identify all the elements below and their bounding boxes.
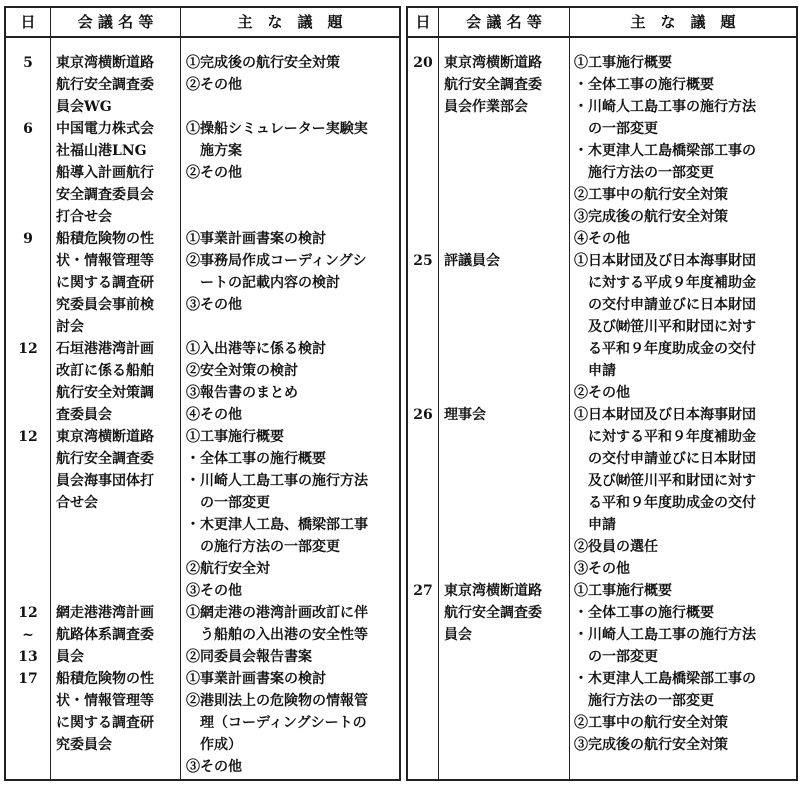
topic-line: ①日本財団及び日本海事財団 (574, 253, 756, 269)
column-divider (569, 8, 570, 779)
meeting-name-line: 東京湾横断道路 (444, 583, 542, 599)
column-divider (180, 8, 181, 779)
topic-line: ②安全対策の検討 (186, 363, 298, 379)
meeting-name-line: 航行安全調査委 (444, 77, 542, 93)
topic-line: の交付申請並びに日本財団 (574, 451, 756, 467)
meeting-name-line: 社福山港LNG (56, 143, 147, 159)
header-day: 日 (20, 13, 36, 31)
topic-line: ・全体工事の施行概要 (574, 77, 714, 93)
schedule-table-left (4, 6, 401, 781)
topic-line: ・木更津人工島橋梁部工事の (574, 143, 756, 159)
topic-line: の一部変更 (186, 495, 270, 511)
meeting-name-line: 状・情報管理等 (56, 253, 154, 269)
meeting-name-line: 航行安全対策調 (56, 385, 154, 401)
meeting-name-line: 網走港港湾計画 (56, 605, 154, 621)
topic-line: う船舶の入出港の安全性等 (186, 627, 368, 643)
meeting-name-line: 究委員会事前検 (56, 297, 154, 313)
meeting-name-line: 安全調査委員会 (56, 187, 154, 203)
row-day: 27 (413, 583, 433, 599)
topic-line: 施行方法の一部変更 (574, 165, 714, 181)
topic-line: ①完成後の航行安全対策 (186, 55, 340, 71)
topic-line: ④その他 (186, 407, 242, 423)
topic-line: ・木更津人工島、橋梁部工事 (186, 517, 368, 533)
row-day: 17 (18, 671, 38, 687)
meeting-name-line: 討会 (56, 319, 84, 335)
meeting-name-line: 航行安全調査委 (56, 77, 154, 93)
row-day: 12 (18, 341, 38, 357)
topic-line: ①網走港の港湾計画改訂に伴 (186, 605, 368, 621)
topic-line: ・全体工事の施行概要 (186, 451, 326, 467)
topic-line: ②役員の選任 (574, 539, 658, 555)
topic-line: ①工事施行概要 (574, 55, 672, 71)
row-day: 6 (23, 121, 33, 137)
topic-line: ③その他 (186, 583, 242, 599)
topic-line: ①日本財団及び日本海事財団 (574, 407, 756, 423)
column-divider (50, 8, 51, 779)
topic-line: ②その他 (186, 77, 242, 93)
meeting-name-line: に関する調査研 (56, 275, 154, 291)
topic-line: る平和９年度助成金の交付 (574, 495, 756, 511)
row-day: 13 (18, 649, 38, 665)
header-meeting-name: 会 議 名 等 (466, 13, 542, 31)
topic-line: る平和９年度助成金の交付 (574, 341, 756, 357)
topic-line: ③その他 (186, 297, 242, 313)
topic-line: ③完成後の航行安全対策 (574, 209, 728, 225)
column-divider (438, 8, 439, 779)
topic-line: ートの記載内容の検討 (186, 275, 340, 291)
topic-line: ②工事中の航行安全対策 (574, 187, 728, 203)
topic-line: の一部変更 (574, 121, 658, 137)
meeting-name-line: 員会 (56, 649, 84, 665)
topic-line: ①操船シミュレーター実験実 (186, 121, 368, 137)
meeting-name-line: 石垣港港湾計画 (56, 341, 154, 357)
topic-line: 施方案 (186, 143, 242, 159)
topic-line: 申請 (574, 517, 616, 533)
topic-line: ①事業計画書案の検討 (186, 671, 326, 687)
table-header (6, 8, 399, 38)
topic-line: 施行方法の一部変更 (574, 693, 714, 709)
meeting-name-line: 改訂に係る船舶 (56, 363, 154, 379)
schedule-table-right (406, 6, 798, 781)
header-day: 日 (415, 13, 431, 31)
row-day: 25 (413, 253, 433, 269)
row-day: 26 (413, 407, 433, 423)
meeting-name-line: 航行安全調査委 (56, 451, 154, 467)
topic-line: ②事務局作成コーディングシ (186, 253, 367, 269)
meeting-name-line: 東京湾横断道路 (56, 429, 154, 445)
topic-line: に対する平和９年度補助金 (574, 429, 756, 445)
row-day: ~ (22, 627, 34, 643)
topic-line: 申請 (574, 363, 616, 379)
topic-line: ①入出港等に係る検討 (186, 341, 326, 357)
topic-line: ①工事施行概要 (574, 583, 672, 599)
topic-line: ①工事施行概要 (186, 429, 284, 445)
meeting-name-line: 状・情報管理等 (56, 693, 154, 709)
meeting-name-line: 員会作業部会 (444, 99, 528, 115)
meeting-name-line: 評議員会 (444, 253, 500, 269)
meeting-name-line: 船導入計画航行 (56, 165, 154, 181)
topic-line: の施行方法の一部変更 (186, 539, 340, 555)
header-main-topics: 主 な 議 題 (630, 13, 736, 31)
meeting-name-line: 東京湾横断道路 (444, 55, 542, 71)
meeting-name-line: 合せ会 (56, 495, 98, 511)
header-meeting-name: 会 議 名 等 (77, 13, 154, 31)
meeting-name-line: 打合せ会 (56, 209, 112, 225)
topic-line: 理（コーディングシートの (186, 715, 367, 731)
meeting-name-line: 理事会 (444, 407, 486, 423)
topic-line: 及び㈶笹川平和財団に対す (574, 473, 756, 489)
row-day: 12 (18, 429, 38, 445)
topic-line: 及び㈶笹川平和財団に対す (574, 319, 756, 335)
topic-line: ②その他 (574, 385, 630, 401)
topic-line: ③報告書のまとめ (186, 385, 298, 401)
row-day: 9 (23, 231, 33, 247)
topic-line: の一部変更 (574, 649, 658, 665)
meeting-name-line: 員会海事団体打 (56, 473, 154, 489)
meeting-name-line: に関する調査研 (56, 715, 154, 731)
topic-line: ・木更津人工島橋梁部工事の (574, 671, 756, 687)
row-day: 12 (18, 605, 38, 621)
topic-line: に対する平成９年度補助金 (574, 275, 756, 291)
meeting-name-line: 船積危険物の性 (56, 231, 154, 247)
meeting-name-line: 員会 (444, 627, 472, 643)
table-header (408, 8, 796, 38)
topic-line: ②工事中の航行安全対策 (574, 715, 728, 731)
topic-line: ④その他 (574, 231, 630, 247)
topic-line: の交付申請並びに日本財団 (574, 297, 756, 313)
meeting-name-line: 査委員会 (56, 407, 112, 423)
meeting-name-line: 中国電力株式会 (56, 121, 154, 137)
topic-line: ②港則法上の危険物の情報管 (186, 693, 368, 709)
meeting-name-line: 航路体系調査委 (56, 627, 154, 643)
topic-line: ①事業計画書案の検討 (186, 231, 326, 247)
topic-line: ・全体工事の施行概要 (574, 605, 714, 621)
topic-line: ・川崎人工島工事の施行方法 (574, 627, 756, 643)
header-main-topics: 主 な 議 題 (237, 13, 343, 31)
topic-line: ②航行安全対 (186, 561, 270, 577)
meeting-name-line: 東京湾横断道路 (56, 55, 154, 71)
topic-line: ②その他 (186, 165, 242, 181)
topic-line: ③その他 (574, 561, 630, 577)
meeting-name-line: 究委員会 (56, 737, 112, 753)
topic-line: ③完成後の航行安全対策 (574, 737, 728, 753)
row-day: 20 (413, 55, 433, 71)
topic-line: ③その他 (186, 759, 242, 775)
meeting-name-line: 員会WG (56, 99, 112, 115)
topic-line: ・川崎人工島工事の施行方法 (186, 473, 368, 489)
topic-line: 作成） (186, 737, 242, 753)
meeting-name-line: 航行安全調査委 (444, 605, 542, 621)
topic-line: ・川崎人工島工事の施行方法 (574, 99, 756, 115)
topic-line: ②同委員会報告書案 (186, 649, 312, 665)
row-day: 5 (23, 55, 33, 71)
meeting-name-line: 船積危険物の性 (56, 671, 154, 687)
